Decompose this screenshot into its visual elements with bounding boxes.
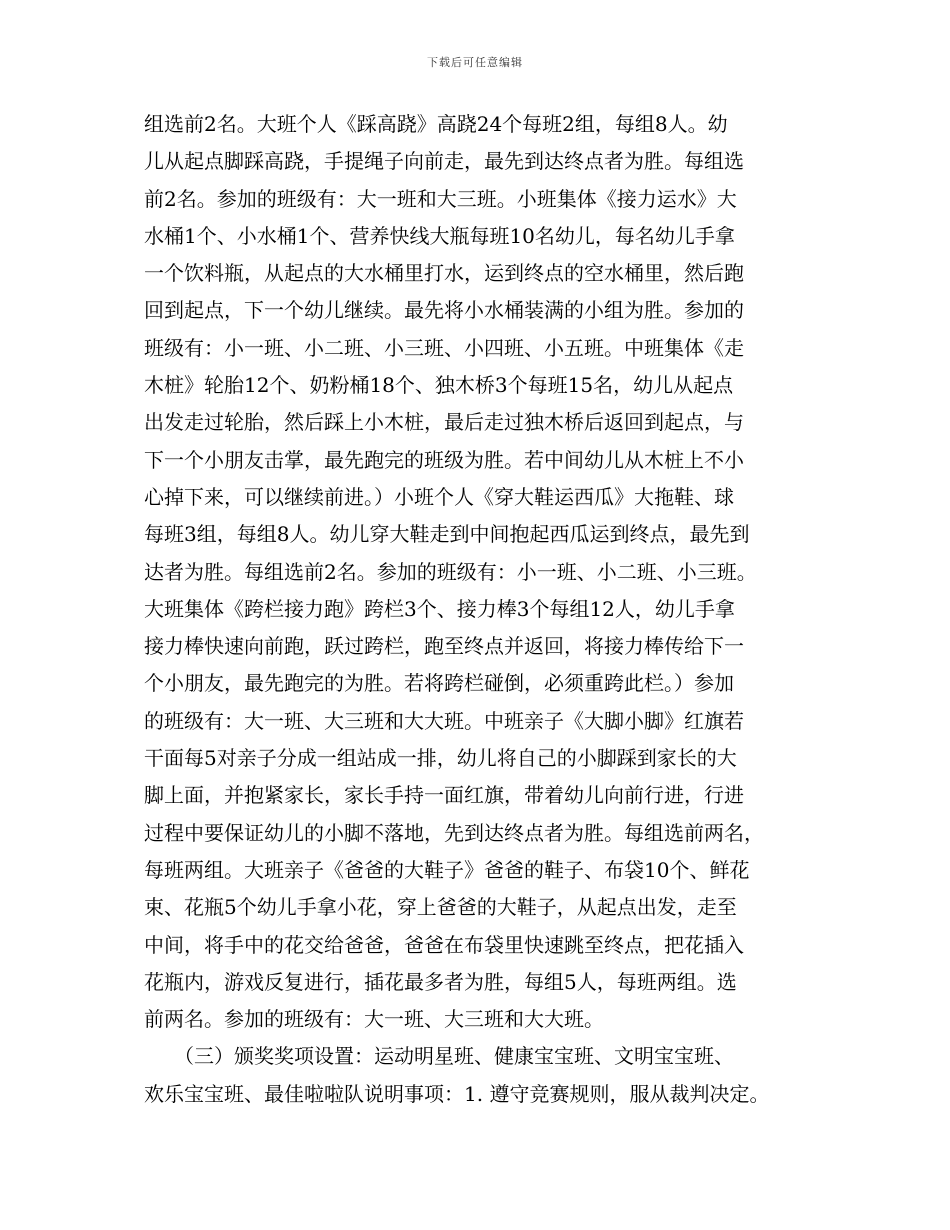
text-line: 一个饮料瓶，从起点的大水桶里打水，运到终点的空水桶里，然后跑 xyxy=(144,261,744,286)
text-line: 束、花瓶5个幼儿手拿小花，穿上爸爸的大鞋子，从起点出发，走至 xyxy=(144,895,737,920)
text-line: 干面每5对亲子分成一组站成一排，幼儿将自己的小脚踩到家长的大 xyxy=(144,746,737,771)
text-line: 个小朋友，最先跑完的为胜。若将跨栏碰倒，必须重跨此栏。）参加 xyxy=(144,671,734,696)
text-line: （三）颁奖奖项设置：运动明星班、健康宝宝班、文明宝宝班、 xyxy=(144,1044,734,1069)
text-line: 出发走过轮胎，然后踩上小木桩，最后走过独木桥后返回到起点，与 xyxy=(144,410,744,435)
text-line: 前两名。参加的班级有：大一班、大三班和大大班。 xyxy=(144,1007,604,1032)
text-line: 欢乐宝宝班、最佳啦啦队说明事项：1. 遵守竞赛规则，服从裁判决定。 xyxy=(144,1081,770,1106)
document-body xyxy=(144,106,820,1113)
text-line: 儿从起点脚踩高跷，手提绳子向前走，最先到达终点者为胜。每组选 xyxy=(144,149,744,174)
page-header: 下载后可任意编辑 xyxy=(427,56,523,69)
text-line: 过程中要保证幼儿的小脚不落地，先到达终点者为胜。每组选前两名， xyxy=(144,820,764,845)
text-line: 每班3组，每组8人。幼儿穿大鞋走到中间抱起西瓜运到终点，最先到 xyxy=(144,522,750,547)
text-line: 回到起点，下一个幼儿继续。最先将小水桶装满的小组为胜。参加的 xyxy=(144,298,744,323)
text-line: 班级有：小一班、小二班、小三班、小四班、小五班。中班集体《走 xyxy=(144,335,744,360)
text-line: 中间，将手中的花交给爸爸，爸爸在布袋里快速跳至终点，把花插入 xyxy=(144,932,744,957)
text-line: 组选前2名。大班个人《踩高跷》高跷24个每班2组，每组8人。幼 xyxy=(144,112,728,136)
text-line: 每班两组。大班亲子《爸爸的大鞋子》爸爸的鞋子、布袋10个、鲜花 xyxy=(144,857,750,882)
text-line: 达者为胜。每组选前2名。参加的班级有：小一班、小二班、小三班。 xyxy=(144,559,757,584)
text-line: 脚上面，并抱紧家长，家长手持一面红旗，带着幼儿向前行进，行进 xyxy=(144,783,744,808)
text-line: 水桶1个、小水桶1个、营养快线大瓶每班10名幼儿，每名幼儿手拿 xyxy=(144,223,735,248)
text-line: 下一个小朋友击掌，最先跑完的班级为胜。若中间幼儿从木桩上不小 xyxy=(144,447,744,472)
text-line: 木桩》轮胎12个、奶粉桶18个、独木桥3个每班15名，幼儿从起点 xyxy=(144,373,734,398)
text-line: 接力棒快速向前跑，跃过跨栏，跑至终点并返回，将接力棒传给下一 xyxy=(144,634,744,659)
text-line: 的班级有：大一班、大三班和大大班。中班亲子《大脚小脚》红旗若 xyxy=(144,708,744,733)
text-line: 大班集体《跨栏接力跑》跨栏3个、接力棒3个每组12人，幼儿手拿 xyxy=(144,596,735,621)
text-line: 心掉下来，可以继续前进。）小班个人《穿大鞋运西瓜》大拖鞋、球 xyxy=(144,484,734,509)
text-line: 花瓶内，游戏反复进行，插花最多者为胜，每组5人，每班两组。选 xyxy=(144,969,737,994)
text-line: 前2名。参加的班级有：大一班和大三班。小班集体《接力运水》大 xyxy=(144,186,737,211)
